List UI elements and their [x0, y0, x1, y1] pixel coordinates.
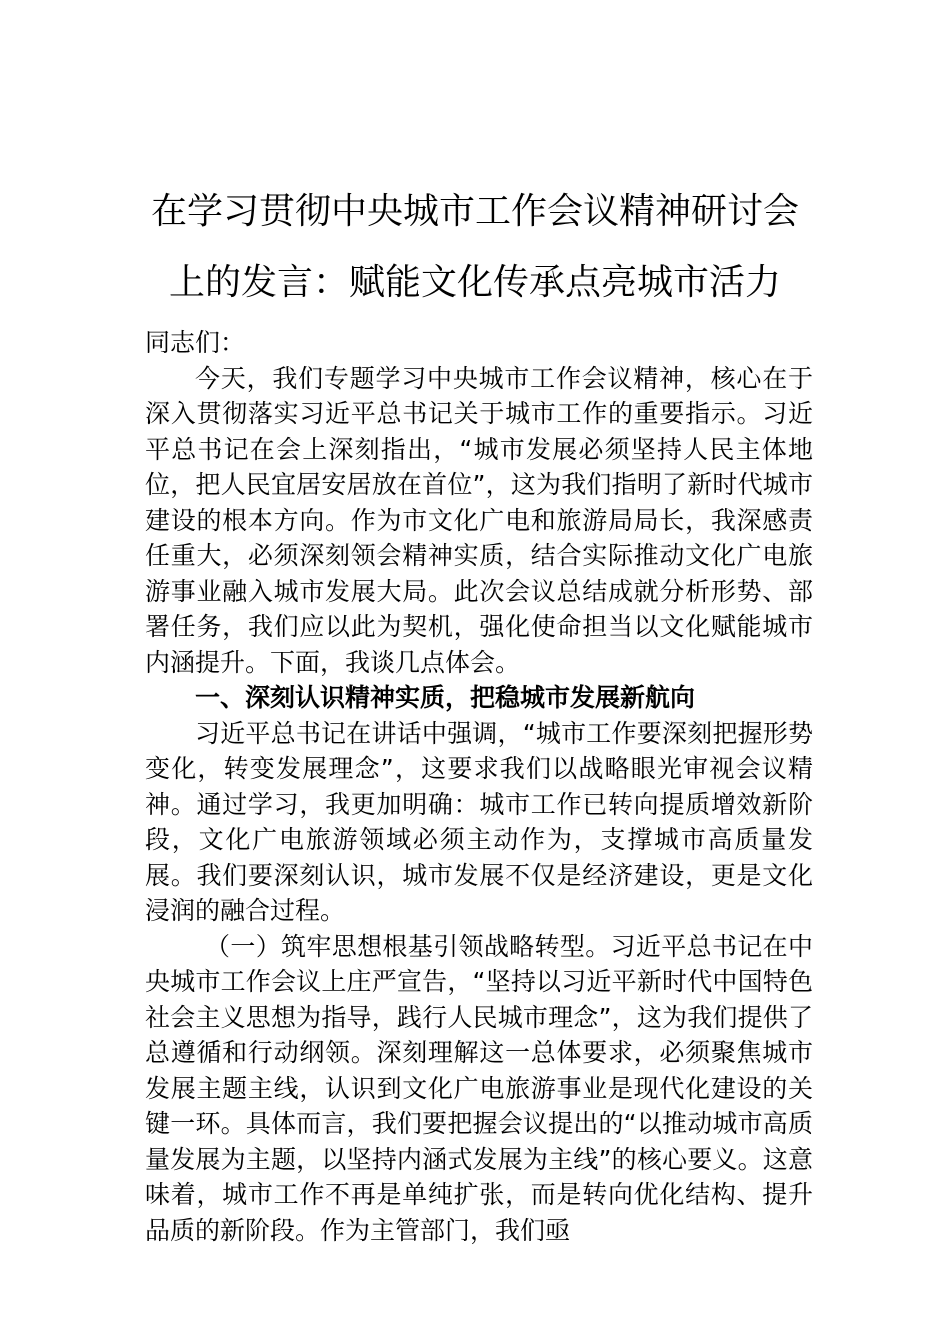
- document-title-line-1: 在学习贯彻中央城市工作会议精神研讨会: [150, 191, 799, 233]
- paragraph-section-1: 习近平总书记在讲话中强调，“城市工作要深刻把握形势变化，转变发展理念”，这要求我们以战略眼光审视会议精神。通过学习，我更加明确：城市工作已转向提质增效新阶段，文化广电旅游领域必须主动作为，支撑城市高质量发展。我们要深刻认识，城市发展不仅是经济建设，更是文化浸润的融合过程。: [145, 718, 813, 925]
- paragraph-intro: 今天，我们专题学习中央城市工作会议精神，核心在于深入贯彻落实习近平总书记关于城市工作的重要指示。习近平总书记在会上深刻指出，“城市发展必须坚持人民主体地位，把人民宜居安居放在首位”，这为我们指明了新时代城市建设的根本方向。作为市文化广电和旅游局局长，我深感责任重大，必须深刻领会精神实质，结合实际推动文化广电旅游事业融入城市发展大局。此次会议总结成就分析形势、部署任务，我们应以此为契机，强化使命担当以文化赋能城市内涵提升。下面，我谈几点体会。: [145, 363, 813, 677]
- section-heading-1: 一、深刻认识精神实质，把稳城市发展新航向: [195, 683, 696, 712]
- document-title-line-2: 上的发言：赋能文化传承点亮城市活力: [168, 262, 781, 304]
- document-body: [145, 325, 813, 1248]
- salutation: 同志们：: [145, 328, 246, 357]
- paragraph-subsection-1: （一）筑牢思想根基引领战略转型。习近平总书记在中央城市工作会议上庄严宣告，“坚持以习近平新时代中国特色社会主义思想为指导，践行人民城市理念”，这为我们提供了总遵循和行动纲领。深刻理解这一总体要求，必须聚焦城市发展主题主线，认识到文化广电旅游事业是现代化建设的关键一环。具体而言，我们要把握会议提出的“以推动城市高质量发展为主题，以坚持内涵式发展为主线”的核心要义。这意味着，城市工作不再是单纯扩张，而是转向优化结构、提升品质的新阶段。作为主管部门，我们亟: [145, 931, 813, 1245]
